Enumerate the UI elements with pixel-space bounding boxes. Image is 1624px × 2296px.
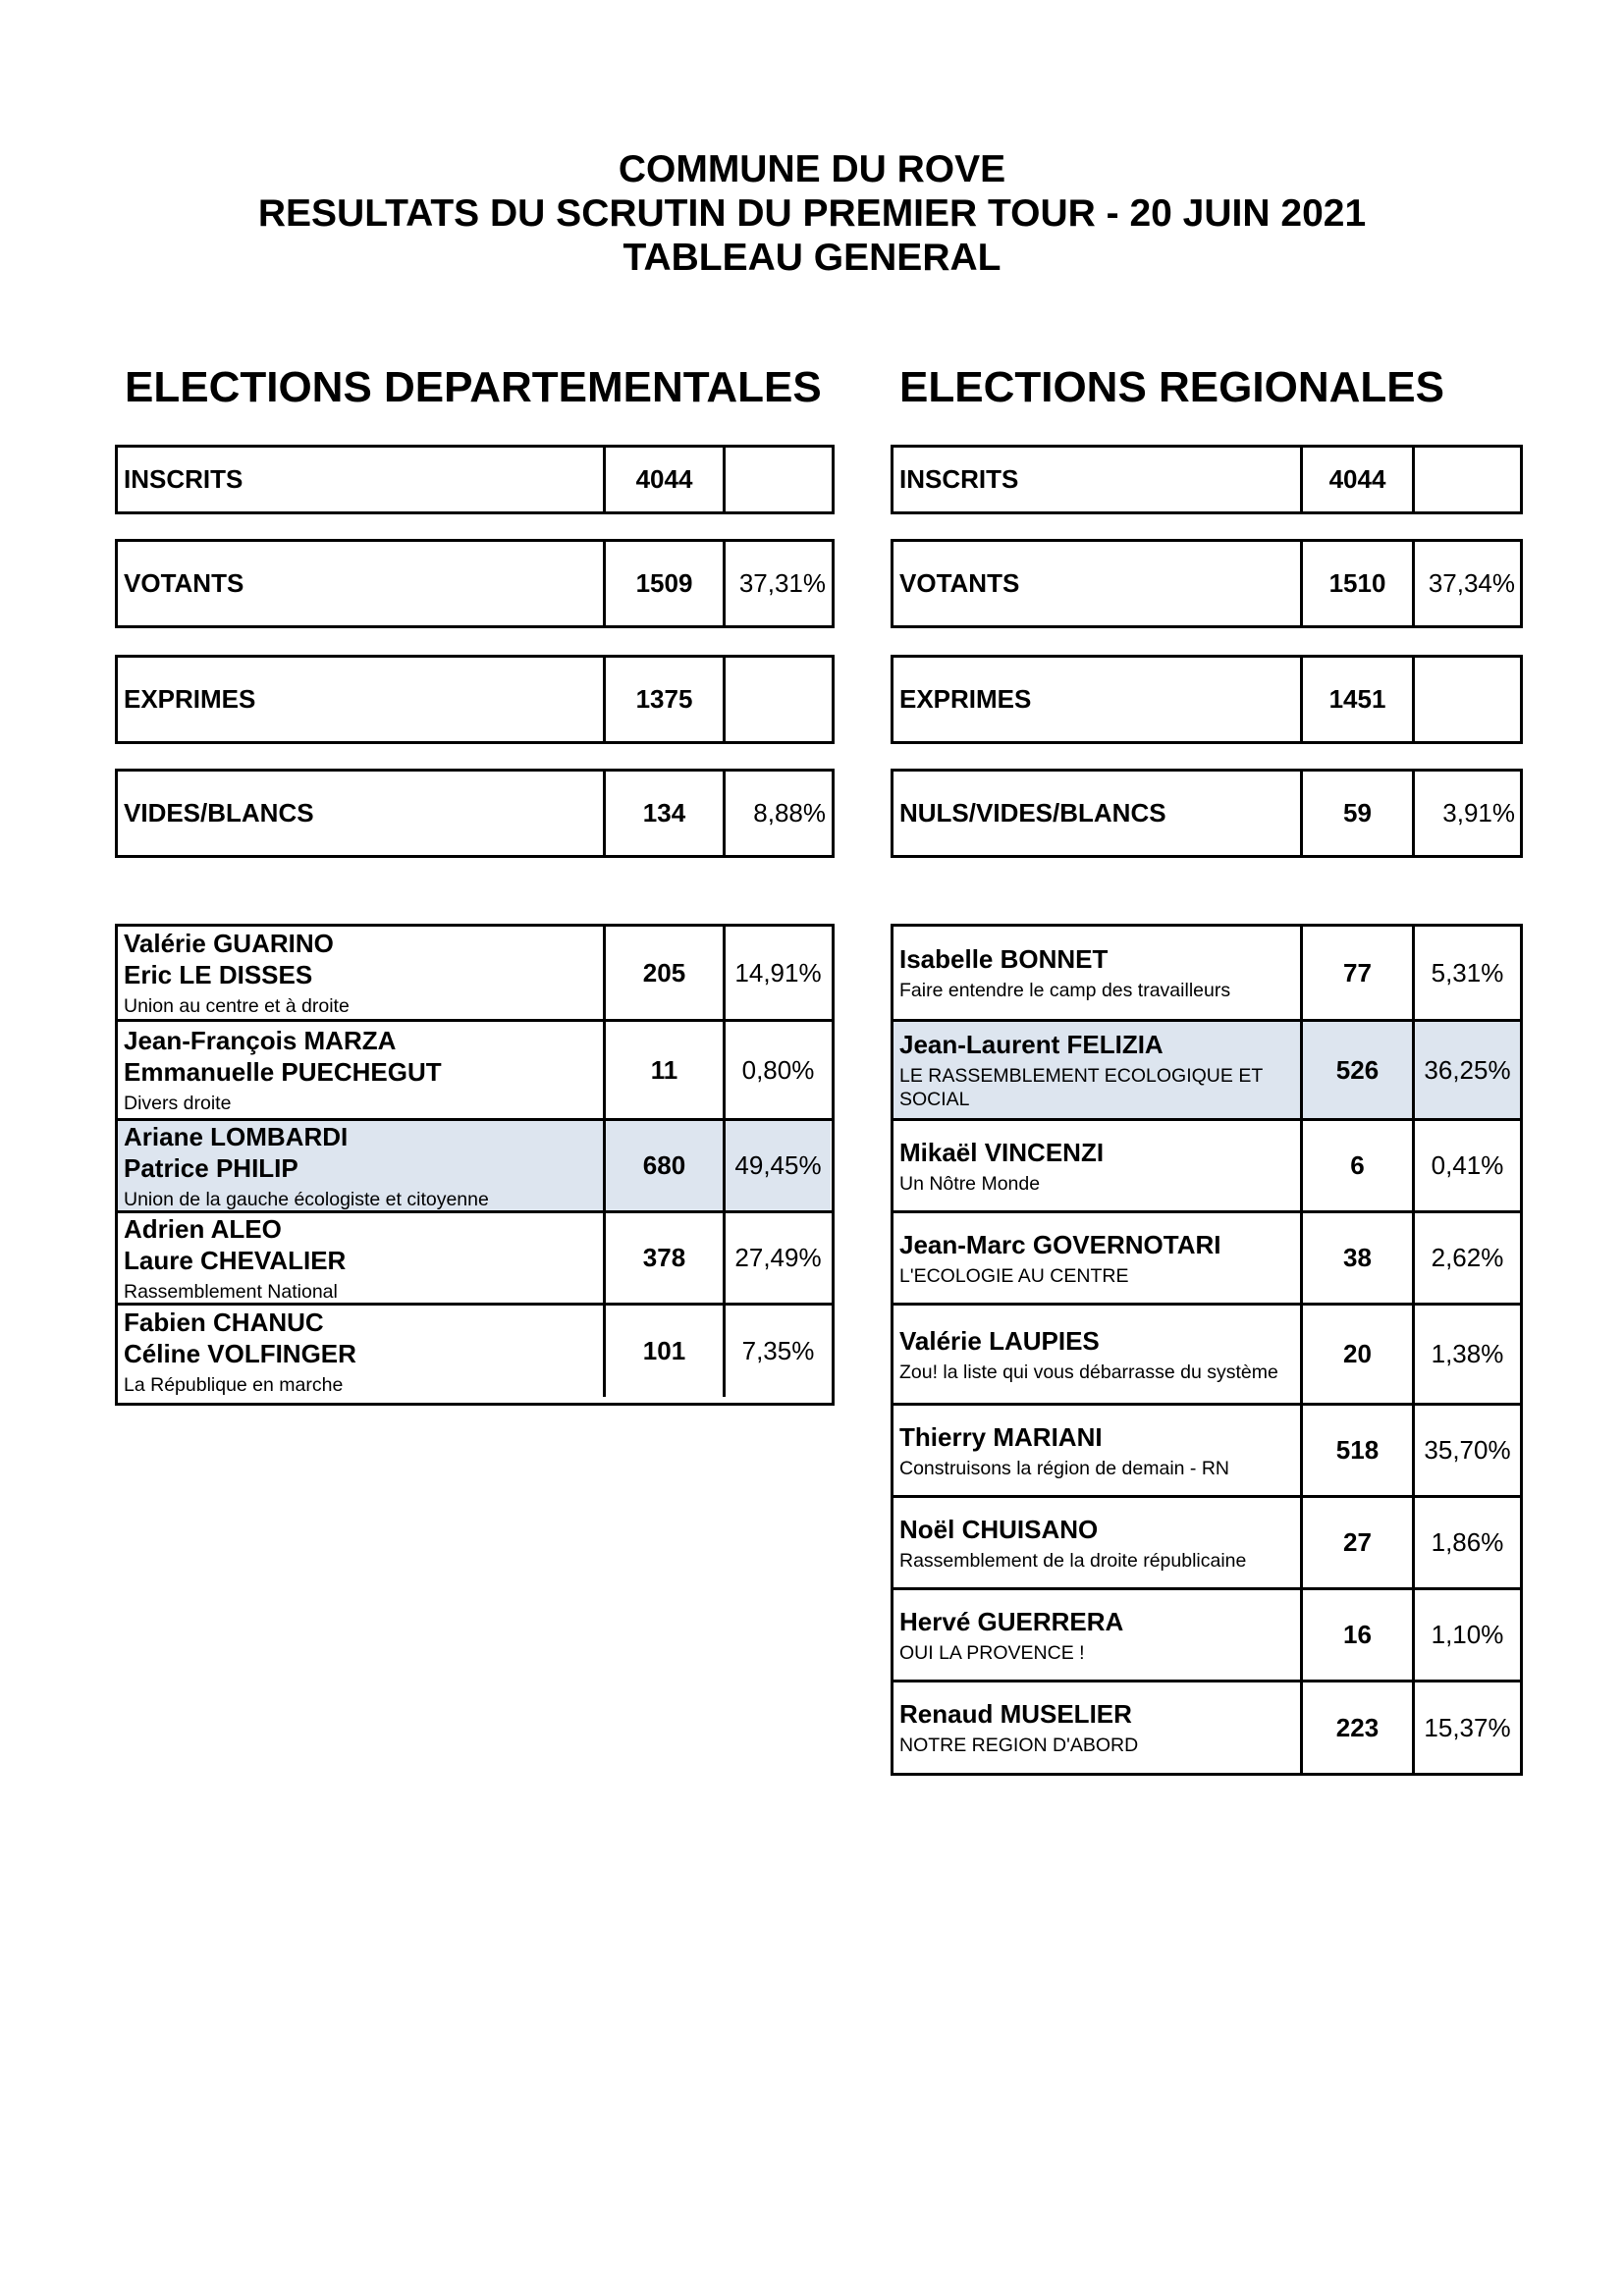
percent-value: 7,35% [723,1306,831,1397]
table-row [893,1495,1520,1587]
table-row [118,927,832,1019]
party-label: LE RASSEMBLEMENT ECOLOGIQUE ET SOCIAL [899,1065,1263,1110]
summary-value: 4044 [603,448,723,511]
party-label: Construisons la région de demain - RN [899,1457,1229,1479]
percent-value: 49,45% [723,1121,831,1210]
summary-percent [1412,658,1520,741]
summary-label: VOTANTS [124,568,244,598]
candidate-cell [118,1213,603,1303]
summary-percent: 3,91% [1412,772,1520,855]
reg-votants-box [891,539,1523,628]
table-row [893,1118,1520,1210]
votes-value: 101 [603,1306,723,1397]
candidate-name: Valérie GUARINO [124,929,334,958]
summary-label: EXPRIMES [124,684,256,714]
candidate-cell [893,1306,1300,1403]
table-row [893,1210,1520,1303]
table-row [118,1019,832,1118]
percent-value: 1,86% [1412,1498,1520,1587]
votes-value: 205 [603,927,723,1019]
summary-label: INSCRITS [899,464,1019,494]
percent-value: 14,91% [723,927,831,1019]
percent-value: 27,49% [723,1213,831,1303]
summary-percent: 37,34% [1412,542,1520,625]
candidate-name: Jean-François MARZA [124,1026,397,1055]
candidate-name: Céline VOLFINGER [124,1338,356,1368]
table-row [893,1019,1520,1118]
summary-percent [723,448,831,511]
candidate-name: Renaud MUSELIER [899,1699,1132,1729]
table-row [118,1303,832,1397]
party-label: OUI LA PROVENCE ! [899,1641,1085,1664]
candidate-name: Valérie LAUPIES [899,1325,1100,1356]
table-row [893,1680,1520,1773]
party-label: Faire entendre le camp des travailleurs [899,980,1231,1001]
candidate-name: Jean-Laurent FELIZIA [899,1030,1164,1059]
table-row [118,1118,832,1210]
candidate-cell [118,1022,603,1118]
votes-value: 378 [603,1213,723,1303]
dep-exprimes-box [115,655,835,744]
summary-percent: 37,31% [723,542,831,625]
party-label: Rassemblement de la droite républicaine [899,1549,1247,1572]
candidate-cell [893,1121,1300,1210]
candidate-name: Jean-Marc GOVERNOTARI [899,1229,1221,1259]
dep-inscrits-box [115,445,835,514]
candidate-cell [893,1022,1300,1118]
candidate-name: Ariane LOMBARDI [124,1121,349,1151]
percent-value: 1,38% [1412,1306,1520,1403]
percent-value: 2,62% [1412,1213,1520,1303]
candidate-name: Fabien CHANUC [124,1307,324,1337]
party-label: Zou! la liste qui vous débarrasse du système [899,1361,1278,1383]
votes-value: 27 [1300,1498,1412,1587]
votes-value: 6 [1300,1121,1412,1210]
summary-value: 59 [1300,772,1412,855]
summary-label: NULS/VIDES/BLANCS [899,798,1166,828]
scrutin-title: RESULTATS DU SCRUTIN DU PREMIER TOUR - 20 JUIN 2021 [257,192,1367,235]
summary-label: INSCRITS [124,464,244,494]
percent-value: 15,37% [1412,1682,1520,1773]
candidate-name: Noël CHUISANO [899,1514,1099,1544]
party-label: Divers droite [124,1093,232,1114]
party-label: NOTRE REGION D'ABORD [899,1735,1139,1756]
party-label: Un Nôtre Monde [899,1172,1041,1195]
table-row [118,1210,832,1303]
candidate-cell [893,927,1300,1019]
candidate-cell [118,927,603,1019]
reg-blancs-box [891,769,1523,858]
dep-candidates-table [115,924,835,1406]
summary-label: EXPRIMES [899,684,1032,714]
candidate-cell [118,1306,603,1397]
candidate-cell [893,1406,1300,1495]
votes-value: 16 [1300,1590,1412,1680]
commune-title: COMMUNE DU ROVE [618,148,1006,190]
summary-label: VOTANTS [899,568,1020,598]
votes-value: 518 [1300,1406,1412,1495]
party-label: Rassemblement National [124,1280,338,1303]
table-title: TABLEAU GENERAL [623,237,1001,279]
percent-value: 5,31% [1412,927,1520,1019]
reg-inscrits-box [891,445,1523,514]
dep-votants-box [115,539,835,628]
summary-value: 1451 [1300,658,1412,741]
table-row [893,1587,1520,1680]
party-label: L'ECOLOGIE AU CENTRE [899,1264,1129,1287]
percent-value: 35,70% [1412,1406,1520,1495]
votes-value: 11 [603,1022,723,1118]
candidate-cell [118,1121,603,1210]
candidate-cell [893,1682,1300,1773]
table-row [893,1303,1520,1403]
summary-value: 1509 [603,542,723,625]
party-label: Union au centre et à droite [124,995,350,1017]
summary-value: 134 [603,772,723,855]
candidate-name: Thierry MARIANI [899,1421,1103,1452]
percent-value: 0,41% [1412,1121,1520,1210]
candidate-name: Emmanuelle PUECHEGUT [124,1057,442,1087]
summary-label: VIDES/BLANCS [124,798,314,828]
departementales-section-title: ELECTIONS DEPARTEMENTALES [125,363,822,411]
candidate-name: Mikaël VINCENZI [899,1137,1105,1167]
summary-percent [723,658,831,741]
reg-exprimes-box [891,655,1523,744]
reg-candidates-table [891,924,1523,1776]
votes-value: 77 [1300,927,1412,1019]
votes-value: 38 [1300,1213,1412,1303]
percent-value: 0,80% [723,1022,831,1118]
percent-value: 1,10% [1412,1590,1520,1680]
candidate-name: Isabelle BONNET [899,944,1109,974]
candidate-cell [893,1498,1300,1587]
summary-value: 4044 [1300,448,1412,511]
summary-percent [1412,448,1520,511]
candidate-name: Eric LE DISSES [124,960,313,989]
candidate-name: Adrien ALEO [124,1213,282,1244]
summary-percent: 8,88% [723,772,831,855]
party-label: Union de la gauche écologiste et citoyenne [124,1188,489,1210]
candidate-name: Hervé GUERRERA [899,1606,1124,1636]
votes-value: 680 [603,1121,723,1210]
candidate-name: Patrice PHILIP [124,1152,298,1183]
votes-value: 526 [1300,1022,1412,1118]
party-label: La République en marche [124,1373,344,1396]
votes-value: 223 [1300,1682,1412,1773]
candidate-cell [893,1590,1300,1680]
summary-value: 1375 [603,658,723,741]
candidate-cell [893,1213,1300,1303]
table-row [893,927,1520,1019]
votes-value: 20 [1300,1306,1412,1403]
dep-blancs-box [115,769,835,858]
candidate-name: Laure CHEVALIER [124,1245,347,1275]
table-row [893,1403,1520,1495]
percent-value: 36,25% [1412,1022,1520,1118]
summary-value: 1510 [1300,542,1412,625]
document-header [0,147,1624,280]
regionales-section-title: ELECTIONS REGIONALES [899,363,1444,411]
